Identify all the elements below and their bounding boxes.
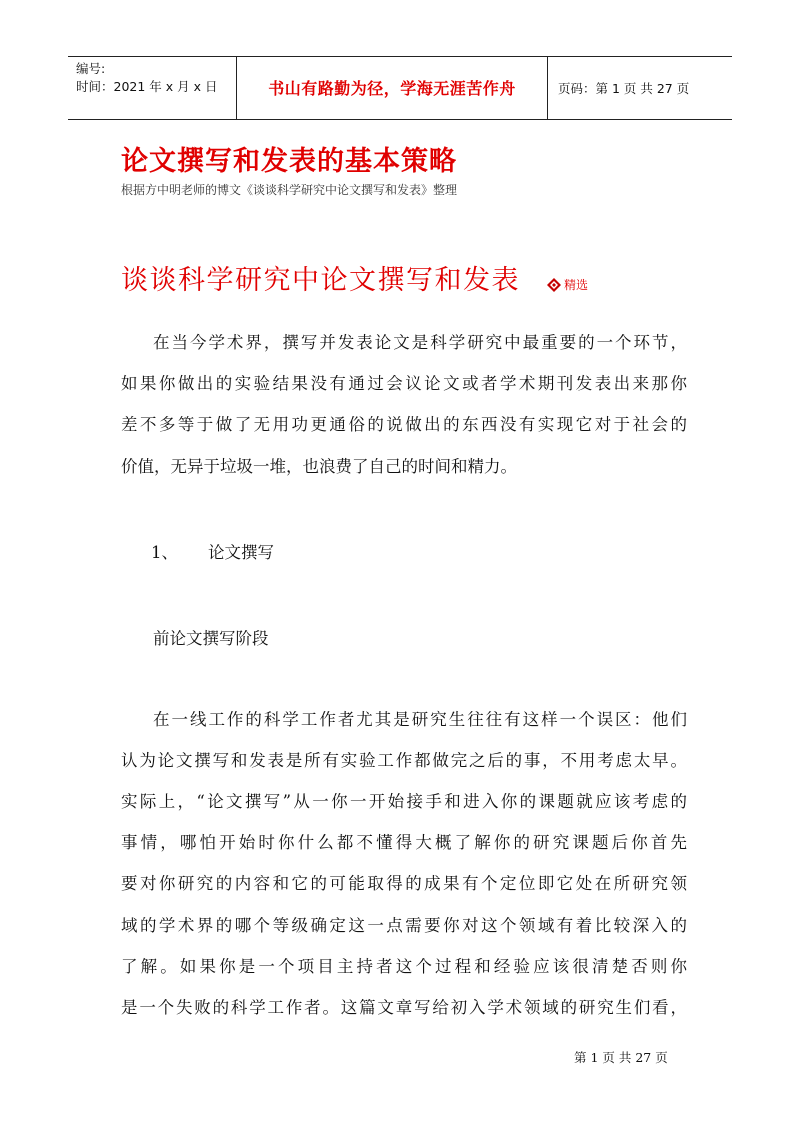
paragraph-line: 在一线工作的科学工作者尤其是研究生往往有这样一个误区：他们 xyxy=(153,710,687,729)
paragraph-line: 认为论文撰写和发表是所有实验工作都做完之后的事，不用考虑太早。 xyxy=(121,751,687,770)
document-source: 根据方中明老师的博文《谈谈科学研究中论文撰写和发表》整理 xyxy=(121,183,458,197)
paragraph-line: 事情，哪怕开始时你什么都不懂得大概了解你的研究课题后你首先 xyxy=(121,833,687,852)
featured-badge-label: 精选 xyxy=(564,278,589,292)
subsection-title: 前论文撰写阶段 xyxy=(153,629,269,648)
paragraph-line: 在当今学术界，撰写并发表论文是科学研究中最重要的一个环节， xyxy=(153,333,687,352)
document-number-label: 编号: xyxy=(76,61,106,76)
paragraph-line: 了解。如果你是一个项目主持者这个过程和经验应该很清楚否则你 xyxy=(121,957,687,976)
paragraph-line: 价值，无异于垃圾一堆，也浪费了自己的时间和精力。 xyxy=(121,457,517,476)
paragraph-line: 实际上，“论文撰写”从一你一开始接手和进入你的课题就应该考虑的 xyxy=(121,792,687,811)
document-title: 论文撰写和发表的基本策略 xyxy=(121,146,457,177)
page-header xyxy=(68,56,732,120)
paragraph-line: 要对你研究的内容和它的可能取得的成果有个定位即它处在所研究领 xyxy=(121,874,687,893)
paragraph-line: 域的学术界的哪个等级确定这一点需要你对这个领域有着比较深入的 xyxy=(121,916,687,935)
header-meta xyxy=(76,60,217,96)
header-motto: 书山有路勤为径，学海无涯苦作舟 xyxy=(268,79,516,98)
diamond-icon xyxy=(546,277,562,293)
paragraph-line: 差不多等于做了无用功更通俗的说做出的东西没有实现它对于社会的 xyxy=(121,415,687,434)
section-number: 1、 xyxy=(151,543,178,562)
header-divider xyxy=(547,57,548,119)
header-page-info: 页码：第 1 页 共 27 页 xyxy=(558,81,690,96)
page-footer: 第 1 页 共 27 页 xyxy=(574,1050,668,1065)
document-time-label: 时间：2021 年 x 月 x 日 xyxy=(76,79,218,94)
paragraph-line: 是一个失败的科学工作者。这篇文章写给初入学术领域的研究生们看， xyxy=(121,998,687,1017)
featured-badge xyxy=(546,276,588,293)
article-title: 谈谈科学研究中论文撰写和发表 xyxy=(121,265,520,296)
paragraph-line: 如果你做出的实验结果没有通过会议论文或者学术期刊发表出来那你 xyxy=(121,374,687,393)
section-title: 论文撰写 xyxy=(208,543,274,562)
